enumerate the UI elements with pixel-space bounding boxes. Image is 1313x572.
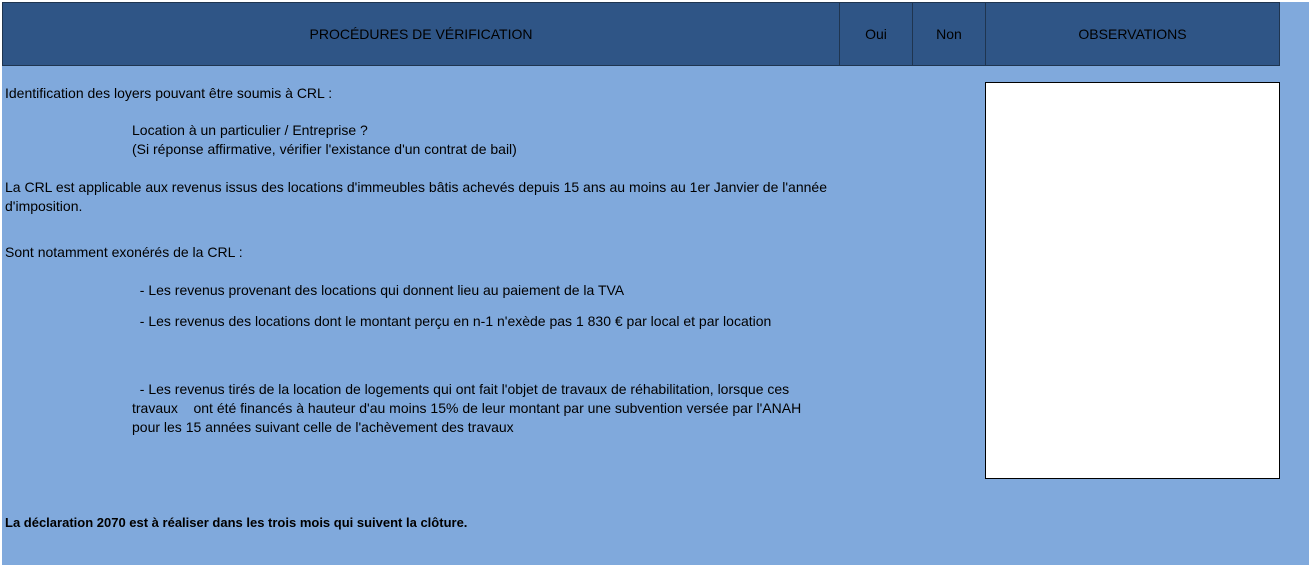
observations-input[interactable]	[985, 82, 1280, 479]
table-header	[2, 2, 1280, 66]
header-non: Non	[913, 3, 986, 65]
header-oui: Oui	[840, 3, 913, 65]
exoneres-heading: Sont notamment exonérés de la CRL :	[5, 244, 243, 260]
header-observations: OBSERVATIONS	[1078, 26, 1187, 42]
exoneration-item-anah: - Les revenus tirés de la location de logements qui ont fait l'objet de travaux de réhabilitation, lorsque ces travaux ont été financés à hauteur d'au moins 15% de leur montant par une subvention versée par l'ANAH pour les 15 années suivant celle de l'achèvement des travaux	[132, 381, 806, 435]
location-line-2: (Si réponse affirmative, vérifier l'existance d'un contrat de bail)	[132, 141, 517, 157]
location-question	[132, 121, 517, 159]
crl-applicable-text: La CRL est applicable aux revenus issus des locations d'immeubles bâtis achevés depuis 15 ans au moins au 1er Janvier de l'année d'imposition.	[5, 179, 831, 214]
exoneration-item-tva: - Les revenus provenant des locations qui donnent lieu au paiement de la TVA	[132, 282, 625, 298]
verification-sheet	[2, 2, 1309, 565]
header-procedures: PROCÉDURES DE VÉRIFICATION	[3, 3, 840, 65]
location-line-1: Location à un particulier / Entreprise ?	[132, 122, 368, 138]
exoneration-item-1830: - Les revenus des locations dont le montant perçu en n-1 n'exède pas 1 830 € par local et par location	[132, 313, 772, 329]
declaration-note: La déclaration 2070 est à réaliser dans les trois mois qui suivent la clôture.	[5, 515, 468, 530]
identification-text: Identification des loyers pouvant être soumis à CRL :	[5, 85, 333, 101]
